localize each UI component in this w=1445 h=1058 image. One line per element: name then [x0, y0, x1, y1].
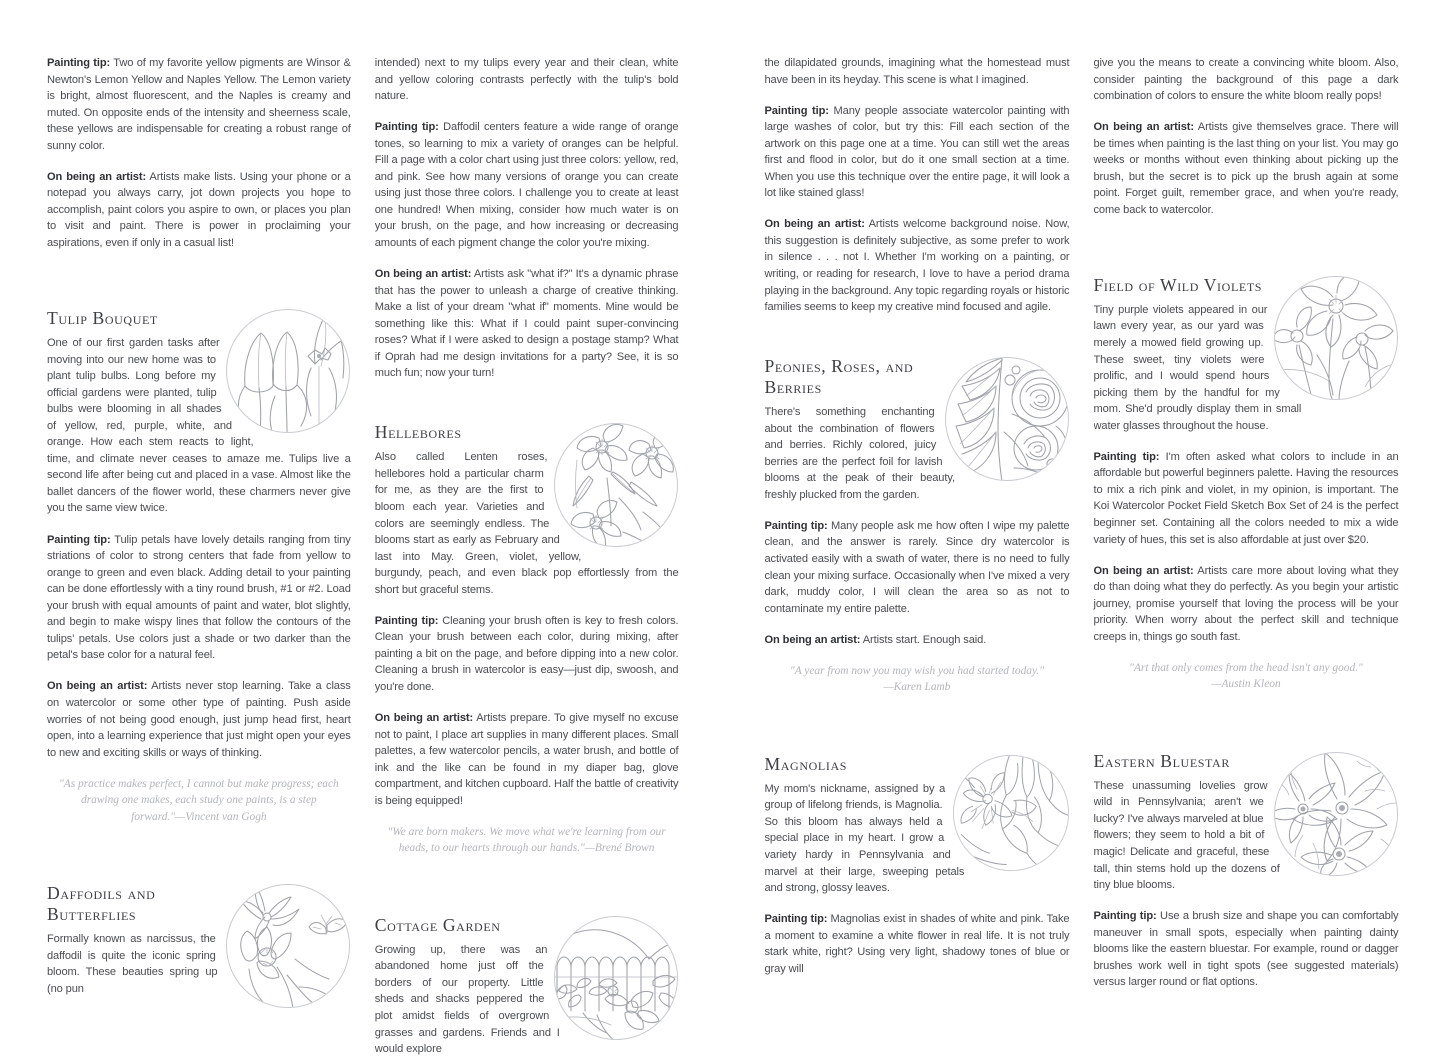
- paragraph-painting-tip: [1094, 449, 1399, 548]
- section-eastern-bluestar: [1094, 751, 1399, 908]
- paragraph-intro: My mom's nickname, assigned by a group of lifelong friends, is Magnolia. So this bloom has always held a special place in my heart. I grow a variety hardy in Pennsylvania and marvel at their large, sweeping petals and strong, glossy leaves.: [765, 781, 1070, 897]
- page-title: Tulip Bouquet: [47, 308, 351, 329]
- section-hellebores: [375, 422, 679, 612]
- paragraph-text: Magnolias exist in shades of white and pink. Take a moment to examine a white flower in real life. It is not truly stark white, right? Using very light, shadowy tones of blue or gray will: [765, 913, 1070, 975]
- peonies-roses-berries-illustration: [944, 356, 1070, 482]
- paragraph-text: Use a brush size and shape you can comfortably maneuver in small spots, especially when painting dainty blooms like the eastern bluestar. For example, round or dagger brushes work well in tight spots (see suggested materials) versus larger round or flat options.: [1094, 910, 1399, 988]
- cottage-garden-illustration: [553, 915, 679, 1041]
- paragraph-painting-tip: [765, 911, 1070, 977]
- paragraph-text: Artists never stop learning. Take a class on watercolor or some other type of painting. Push aside worries of not being good enough, just jump head first, heart open, into a learning experience that just might open your eyes to new and exciting skills or ways of thinking.: [47, 680, 351, 758]
- hellebores-illustration: [553, 422, 679, 548]
- paragraph-on-being-an-artist: [765, 216, 1070, 315]
- spacer: [375, 857, 679, 915]
- spacer: [1094, 693, 1399, 751]
- page-title: Peonies, Roses, and Berries: [765, 356, 1070, 398]
- paragraph-intro: Also called Lenten roses, hellebores hold a particular charm for me, as they are the first to bloom each year. Varieties and colors are seemingly endless. The blooms start as early as February and last into May. Green, violet, yellow, burgundy, peach, and even black pop effortlessly from the short but graceful stems.: [375, 449, 679, 598]
- paragraph-painting-tip: [375, 613, 679, 696]
- quote-attribution: —Karen Lamb: [884, 681, 951, 693]
- paragraph-continuation: the dilapidated grounds, imagining what the homestead must have been in its heyday. This scene is what I imagined.: [765, 55, 1070, 88]
- spacer: [47, 266, 351, 308]
- pull-quote: "We are born makers. We move what we're learning from our heads, to our hearts through our hands."—Brené Brown: [375, 824, 679, 857]
- paragraph-painting-tip: [47, 532, 351, 664]
- paragraph-lead: Painting tip:: [47, 57, 110, 69]
- paragraph-intro: Formally known as narcissus, the daffodil is quite the iconic spring bloom. These beauties spring up (no pun: [47, 931, 351, 997]
- page-title: Hellebores: [375, 422, 679, 443]
- quote-attribution: —Austin Kleon: [1211, 678, 1280, 690]
- paragraph-text: Artists care more about loving what they do than doing what they do perfectly. As you begin your artistic journey, promise yourself that loving the process will be your priority. When worry about the perfect skill and technique creeps in, things go south fast.: [1094, 565, 1399, 643]
- paragraph-on-being-an-artist: [47, 169, 351, 252]
- spacer: [765, 330, 1070, 356]
- paragraph-intro: There's something enchanting about the combination of flowers and berries. Richly colored, juicy berries are the perfect foil for lavish blooms at the peak of their beauty, freshly plucked from the garden.: [765, 404, 1070, 503]
- paragraph-lead: Painting tip:: [765, 520, 828, 532]
- column-4: [1094, 55, 1399, 906]
- page-title: Field of Wild Violets: [1094, 275, 1399, 296]
- paragraph-intro: These unassuming lovelies grow wild in Pennsylvania; aren't we lucky? I've always marveled at blue flowers; they seem to hold a bit of magic! Delicate and graceful, these tall, thin stems hold up the dozens of tiny blue blooms.: [1094, 778, 1399, 894]
- column-3: [765, 55, 1070, 906]
- tulip-bouquet-illustration: [225, 308, 351, 434]
- quote-text: "A year from now you may wish you had started today.": [790, 665, 1044, 677]
- paragraph-text: Many people ask me how often I wipe my palette clean, and the answer is rarely. Since dry watercolor is activated easily with a swath of water, there is no need to fully clean your mixing surface. Occasionally when I've mixed a very dark, muddy color, I will clean the area so as not to contaminate my entire palette.: [765, 520, 1070, 615]
- paragraph-on-being-an-artist: [1094, 119, 1399, 218]
- paragraph-lead: On being an artist:: [47, 680, 147, 692]
- spacer: [375, 396, 679, 422]
- eastern-bluestar-illustration: [1273, 751, 1399, 877]
- section-magnolias: [765, 754, 1070, 911]
- paragraph-on-being-an-artist: [47, 678, 351, 761]
- paragraph-lead: On being an artist:: [1094, 565, 1194, 577]
- paragraph-text: Artists make lists. Using your phone or a notepad you always carry, jot down projects you hope to accomplish, paint colors you aspire to own, or places you plan to visit and paint. There is power in proclaiming your aspirations, even if only in a casual list!: [47, 171, 351, 249]
- paragraph-intro: Growing up, there was an abandoned home just off the borders of our property. Little sheds and shacks peppered the plot amidst fields of overgrown grasses and gardens. Friends and I would explore: [375, 942, 679, 1058]
- paragraph-lead: Painting tip:: [375, 121, 439, 133]
- left-page: [0, 0, 723, 936]
- pull-quote: "As practice makes perfect, I cannot but make progress; each drawing one makes, each study one paints, is a step forward."—Vincent van Gogh: [47, 776, 351, 826]
- paragraph-text: Artists start. Enough said.: [860, 634, 986, 646]
- section-field-of-wild-violets: [1094, 275, 1399, 449]
- paragraph-lead: On being an artist:: [1094, 121, 1194, 133]
- paragraph-painting-tip: [47, 55, 351, 154]
- paragraph-lead: Painting tip:: [1094, 910, 1157, 922]
- paragraph-text: Daffodil centers feature a wide range of orange tones, so learning to mix a variety of oranges can be helpful. Fill a page with a color chart using just three colors: yellow, red, and pink. See how many versions of orange you can create using just those three colors. I challenge you to create at least one hundred! When mixing, consider how much water is on your brush, on the page, and how increasing or decreasing amounts of each pigment change the color you're mixing.: [375, 121, 679, 249]
- section-peonies-roses-berries: [765, 356, 1070, 518]
- paragraph-painting-tip: [1094, 908, 1399, 991]
- paragraph-painting-tip: [765, 103, 1070, 202]
- paragraph-lead: Painting tip:: [1094, 451, 1160, 463]
- paragraph-lead: Painting tip:: [765, 913, 828, 925]
- quote-text: "Art that only comes from the head isn't any good.": [1129, 662, 1363, 674]
- paragraph-lead: On being an artist:: [765, 218, 865, 230]
- paragraph-lead: On being an artist:: [765, 634, 861, 646]
- page-title: Daffodils and Butterflies: [47, 883, 351, 925]
- paragraph-continuation: give you the means to create a convincing white bloom. Also, consider painting the background of this page a dark combination of colors to ensure the white bloom really pops!: [1094, 55, 1399, 105]
- section-cottage-garden: [375, 915, 679, 1058]
- paragraph-on-being-an-artist: [1094, 563, 1399, 646]
- column-2: [375, 55, 679, 906]
- column-1: [47, 55, 351, 906]
- paragraph-text: I'm often asked what colors to include in an affordable but powerful beginners palette. Having the resources to mix a rich pink and violet, in my opinion, is important. The Koi Watercolor Pocket Field Sketch Box Set of 24 is the perfect beginner set. Containing all the colors needed to mix a wide variety of hues, this set is also affordable at just over $20.: [1094, 451, 1399, 546]
- paragraph-lead: On being an artist:: [375, 268, 472, 280]
- page-title: Magnolias: [765, 754, 1070, 775]
- paragraph-text: Artists welcome background noise. Now, this suggestion is definitely subjective, as some prefer to work in silence . . . not I. Whether I'm working on a painting, or writing, or reading for research, I love to have a period drama playing in the background. Any topic regarding royals or historic families seems to keep my creative mind focused and agile.: [765, 218, 1070, 313]
- paragraph-text: Tulip petals have lovely details ranging from tiny striations of color to strong centers that fade from yellow to orange to green and even black. Adding detail to your painting can be done effortlessly with a tiny round brush, #1 or #2. Load your brush with equal amounts of paint and water, blot slightly, and begin to make wispy lines that follow the contours of the tulips' petals. Use colors just a shade or two darker than the petal's base color for a natural feel.: [47, 534, 351, 662]
- paragraph-lead: On being an artist:: [375, 712, 473, 724]
- paragraph-continuation: intended) next to my tulips every year and their clean, white and yellow coloring contrasts perfectly with the tulip's bold nature.: [375, 55, 679, 105]
- paragraph-on-being-an-artist: [765, 632, 1070, 649]
- paragraph-intro: One of our first garden tasks after moving into our new home was to plant tulip bulbs. Long before my official gardens were planted, tulip bulbs were blooming in all shades of yellow, red, purple, white, and orange. How each stem reacts to light, time, and climate never ceases to amaze me. Tulips live a second life after being cut and placed in a vase. Almost like the ballet dancers of the flower world, these charmers never give you the same view twice.: [47, 335, 351, 517]
- paragraph-painting-tip: [375, 119, 679, 251]
- page-title: Eastern Bluestar: [1094, 751, 1399, 772]
- section-daffodils-and-butterflies: [47, 883, 351, 1015]
- paragraph-lead: On being an artist:: [47, 171, 146, 183]
- paragraph-text: Many people associate watercolor painting with large washes of color, but try this: Fill each section of the artwork on this page one at a time. You can still wet the areas first and flood in color, but do it one small section at a time. When you use this technique over the entire page, it will look a lot like stained glass!: [765, 105, 1070, 200]
- right-page: [723, 0, 1445, 936]
- spacer: [47, 825, 351, 883]
- magnolias-illustration: [952, 754, 1070, 872]
- paragraph-text: Cleaning your brush often is key to fresh colors. Clean your brush between each color, during mixing, after painting a bit on the page, and before dipping into a new color. Cleaning a brush in watercolor is easy—just dip, swoosh, and you're done.: [375, 615, 679, 693]
- page-title: Cottage Garden: [375, 915, 679, 936]
- spacer: [1094, 233, 1399, 275]
- paragraph-painting-tip: [765, 518, 1070, 617]
- paragraph-lead: Painting tip:: [765, 105, 829, 117]
- pull-quote: [765, 663, 1070, 696]
- daffodils-butterflies-illustration: [225, 883, 351, 1009]
- paragraph-on-being-an-artist: [375, 710, 679, 809]
- paragraph-lead: Painting tip:: [47, 534, 111, 546]
- paragraph-lead: Painting tip:: [375, 615, 439, 627]
- paragraph-text: Artists ask "what if?" It's a dynamic phrase that has the power to unleash a charge of creative thinking. Make a list of your dream "what if" moments. Mine would be something like this: What if I could paint super-convincing roses? What if I were asked to design a postage stamp? What if Oprah had me design invitations for a party? See, it is so much fun; now your turn!: [375, 268, 679, 379]
- section-tulip-bouquet: [47, 308, 351, 532]
- spacer: [765, 696, 1070, 754]
- paragraph-text: Artists give themselves grace. There will be times when painting is the last thing on your list. You may go weeks or months without even thinking about picking up the brush, but the secret is to pick up the brush again at some point. Forget guilt, remember grace, and when you're ready, come back to watercolor.: [1094, 121, 1399, 216]
- paragraph-text: Artists prepare. To give myself no excuse not to paint, I place art supplies in many different places. Small palettes, a few watercolor pencils, a water brush, and bottle of ink and the like can be found in my diaper bag, glove compartment, and kitchen cupboard. Half the battle of creativity is being equipped!: [375, 712, 679, 807]
- wild-violets-illustration: [1273, 275, 1399, 401]
- paragraph-text: Two of my favorite yellow pigments are Winsor & Newton's Lemon Yellow and Naples Yellow. The Lemon variety is bright, almost fluorescent, and the Naples is creamy and muted. On opposite ends of the intensity and sheerness scale, these yellows are indispensable for creating a robust range of sunny color.: [47, 57, 351, 152]
- pull-quote: [1094, 660, 1399, 693]
- paragraph-intro: Tiny purple violets appeared in our lawn every year, as our yard was merely a mowed field growing up. These sweet, tiny violets were prolific, and I would spend hours picking them by the handful for my mom. She'd proudly display them in small water glasses throughout the house.: [1094, 302, 1399, 434]
- paragraph-on-being-an-artist: [375, 266, 679, 382]
